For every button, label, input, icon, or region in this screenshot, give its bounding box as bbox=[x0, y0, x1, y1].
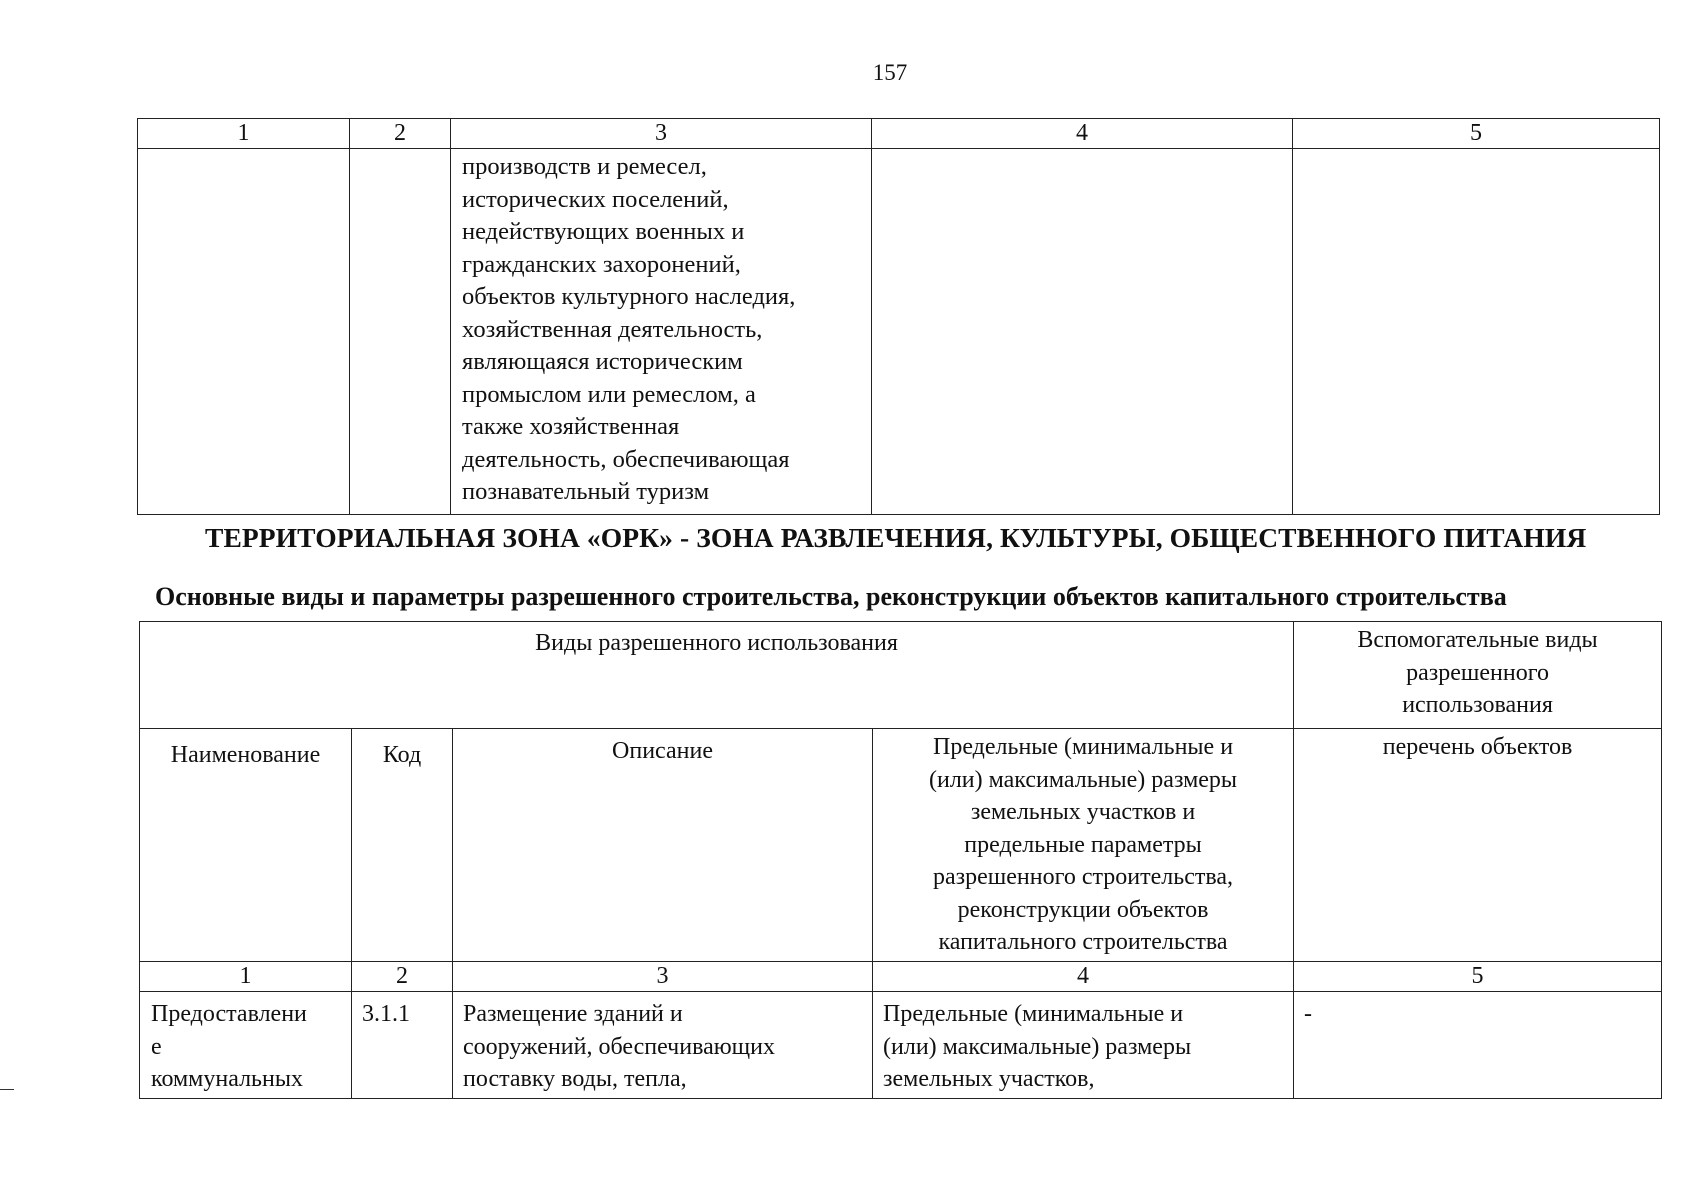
description-line: промыслом или ремеслом, а bbox=[462, 380, 756, 408]
params-line: (или) максимальные) размеры bbox=[883, 1033, 1192, 1060]
col-number: 4 bbox=[872, 119, 1293, 149]
col-header-code: Код bbox=[352, 729, 453, 962]
header-line: Вспомогательные виды bbox=[1357, 627, 1598, 653]
name-line: Предоставлени bbox=[151, 1001, 307, 1027]
name-cell bbox=[140, 992, 352, 1099]
params-line: Предельные (минимальные и bbox=[883, 1001, 1184, 1027]
description-line: хозяйственная деятельность, bbox=[462, 315, 763, 343]
continuation-table bbox=[137, 118, 1660, 515]
col-number: 4 bbox=[873, 962, 1294, 992]
description-line: деятельность, обеспечивающая bbox=[462, 445, 790, 473]
params-line: земельных участков, bbox=[883, 1066, 1095, 1092]
aux-cell bbox=[1293, 149, 1660, 515]
permitted-use-table bbox=[139, 621, 1662, 1099]
description-cell bbox=[451, 149, 872, 515]
col-number: 3 bbox=[451, 119, 872, 149]
column-numbers-row bbox=[138, 119, 1660, 149]
header-line: разрешенного bbox=[1406, 659, 1549, 686]
group-header-permitted-uses: Виды разрешенного использования bbox=[140, 622, 1294, 729]
col-header-name: Наименование bbox=[140, 729, 352, 962]
col-number: 3 bbox=[453, 962, 873, 992]
table-row bbox=[140, 992, 1662, 1099]
params-cell bbox=[872, 149, 1293, 515]
header-line: разрешенного строительства, bbox=[933, 864, 1234, 890]
description-line: поставку воды, тепла, bbox=[463, 1066, 687, 1092]
description-line: недействующих военных и bbox=[462, 218, 745, 245]
params-cell bbox=[873, 992, 1294, 1099]
description-line: исторических поселений, bbox=[462, 185, 729, 213]
header-line: реконструкции объектов bbox=[957, 896, 1209, 923]
header-line: (или) максимальные) размеры bbox=[928, 766, 1238, 793]
aux-cell: - bbox=[1294, 992, 1662, 1099]
description-line: производств и ремесел, bbox=[462, 153, 707, 180]
description-line: Размещение зданий и bbox=[463, 1001, 683, 1027]
col-header-aux: перечень объектов bbox=[1294, 729, 1662, 962]
page-number: 157 bbox=[872, 60, 908, 85]
col-header-params bbox=[873, 729, 1294, 962]
code-cell: 3.1.1 bbox=[352, 992, 453, 1099]
name-line: коммунальных bbox=[151, 1066, 303, 1092]
name-cell bbox=[138, 149, 350, 515]
column-numbers-row bbox=[140, 962, 1662, 992]
description-line: познавательный туризм bbox=[462, 478, 710, 505]
margin-mark bbox=[0, 1089, 14, 1090]
col-number: 5 bbox=[1293, 119, 1660, 149]
header-line: земельных участков и bbox=[970, 799, 1196, 825]
header-line: использования bbox=[1402, 692, 1553, 718]
description-line: гражданских захоронений, bbox=[462, 250, 741, 278]
header-line: Предельные (минимальные и bbox=[932, 734, 1234, 760]
description-cell bbox=[453, 992, 873, 1099]
header-line: капитального строительства bbox=[938, 929, 1228, 955]
table-row bbox=[138, 149, 1660, 515]
description-line: сооружений, обеспечивающих bbox=[463, 1033, 775, 1060]
col-number: 2 bbox=[350, 119, 451, 149]
zone-title: ТЕРРИТОРИАЛЬНАЯ ЗОНА «ОРК» - ЗОНА РАЗВЛЕЧЕНИЯ, КУЛЬТУРЫ, ОБЩЕСТВЕННОГО ПИТАНИЯ bbox=[205, 522, 1587, 553]
col-number: 5 bbox=[1294, 962, 1662, 992]
group-header-row bbox=[140, 622, 1662, 729]
col-number: 1 bbox=[140, 962, 352, 992]
col-header-description: Описание bbox=[453, 729, 873, 962]
header-line: предельные параметры bbox=[964, 831, 1202, 858]
name-line: е bbox=[151, 1033, 162, 1060]
description-line: объектов культурного наследия, bbox=[462, 283, 796, 310]
col-number: 2 bbox=[352, 962, 453, 992]
section-subtitle: Основные виды и параметры разрешенного строительства, реконструкции объектов капитального строительства bbox=[155, 582, 1507, 611]
column-header-row bbox=[140, 729, 1662, 962]
code-cell bbox=[350, 149, 451, 515]
description-line: являющаяся историческим bbox=[462, 348, 743, 375]
description-line: также хозяйственная bbox=[462, 413, 680, 440]
col-number: 1 bbox=[138, 119, 350, 149]
group-header-auxiliary-uses bbox=[1294, 622, 1662, 729]
